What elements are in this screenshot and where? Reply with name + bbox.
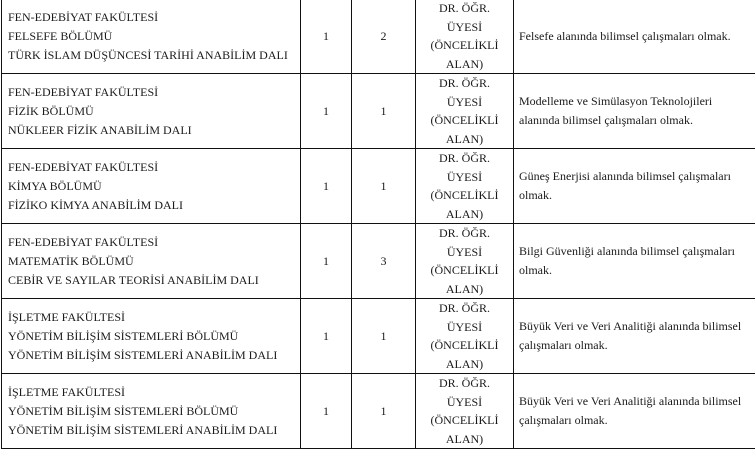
requirement-cell	[514, 299, 755, 374]
unit-cell	[2, 0, 301, 74]
requirement-cell	[514, 74, 755, 149]
title-cell	[416, 374, 514, 449]
department-name: KİMYA BÖLÜMÜ	[8, 178, 102, 193]
count-b-cell: 1	[352, 374, 416, 449]
unit-cell	[2, 224, 301, 299]
title-line: DR. ÖĞR.	[438, 301, 490, 315]
table-row	[2, 74, 755, 149]
count-b-cell: 3	[352, 224, 416, 299]
title-line: (ÖNCELİKLİ	[430, 263, 499, 277]
count-a-cell: 1	[301, 0, 352, 74]
faculty-name: İŞLETME FAKÜLTESİ	[8, 384, 125, 399]
positions-table	[1, 0, 755, 449]
faculty-name: FEN-EDEBİYAT FAKÜLTESİ	[8, 159, 159, 174]
title-line: (ÖNCELİKLİ	[430, 188, 499, 202]
division-name: CEBİR VE SAYILAR TEORİSİ ANABİLİM DALI	[8, 272, 259, 287]
count-a-cell: 1	[301, 299, 352, 374]
unit-cell	[2, 74, 301, 149]
department-name: YÖNETİM BİLİŞİM SİSTEMLERİ BÖLÜMÜ	[8, 328, 239, 343]
requirement-cell	[514, 374, 755, 449]
division-name: YÖNETİM BİLİŞİM SİSTEMLERİ ANABİLİM DALI	[8, 347, 278, 362]
title-line: ÜYESİ	[446, 394, 483, 409]
requirement-text: Büyük Veri ve Veri Analitiği alanında bilimsel çalışmaları olmak.	[519, 394, 742, 427]
title-line: DR. ÖĞR.	[438, 226, 490, 240]
division-name: TÜRK İSLAM DÜŞÜNCESİ TARİHİ ANABİLİM DALI	[8, 47, 288, 62]
division-name: FİZİKO KİMYA ANABİLİM DALI	[8, 197, 183, 212]
count-a-cell: 1	[301, 374, 352, 449]
title-line: ALAN)	[445, 206, 484, 221]
unit-cell	[2, 374, 301, 449]
title-line: ALAN)	[445, 56, 484, 71]
table-row	[2, 149, 755, 224]
table-row	[2, 374, 755, 449]
faculty-name: FEN-EDEBİYAT FAKÜLTESİ	[8, 9, 159, 24]
title-line: ÜYESİ	[446, 94, 483, 109]
faculty-name: İŞLETME FAKÜLTESİ	[8, 309, 125, 324]
table-row	[2, 0, 755, 74]
requirement-text: Modelleme ve Simülasyon Teknolojileri alanında bilimsel çalışmaları olmak.	[519, 94, 713, 127]
title-cell	[416, 299, 514, 374]
department-name: YÖNETİM BİLİŞİM SİSTEMLERİ BÖLÜMÜ	[8, 403, 239, 418]
requirement-cell	[514, 149, 755, 224]
title-line: (ÖNCELİKLİ	[430, 413, 499, 427]
title-line: ÜYESİ	[446, 19, 483, 34]
requirement-text: Güneş Enerjisi alanında bilimsel çalışmaları olmak.	[519, 169, 731, 202]
requirement-text: Bilgi Güvenliği alanında bilimsel çalışmaları olmak.	[519, 244, 735, 277]
count-b-cell: 2	[352, 0, 416, 74]
title-line: (ÖNCELİKLİ	[430, 113, 499, 127]
requirement-cell	[514, 0, 755, 74]
faculty-name: FEN-EDEBİYAT FAKÜLTESİ	[8, 234, 159, 249]
department-name: FELSEFE BÖLÜMÜ	[8, 28, 113, 43]
title-line: ÜYESİ	[446, 319, 483, 334]
department-name: FİZİK BÖLÜMÜ	[8, 103, 94, 118]
department-name: MATEMATİK BÖLÜMÜ	[8, 253, 134, 268]
title-cell	[416, 74, 514, 149]
count-b-cell: 1	[352, 149, 416, 224]
title-line: DR. ÖĞR.	[438, 376, 490, 390]
requirement-text: Büyük Veri ve Veri Analitiği alanında bilimsel çalışmaları olmak.	[519, 319, 742, 352]
unit-cell	[2, 149, 301, 224]
division-name: YÖNETİM BİLİŞİM SİSTEMLERİ ANABİLİM DALI	[8, 422, 278, 437]
table-row	[2, 299, 755, 374]
title-line: DR. ÖĞR.	[438, 1, 490, 15]
requirement-cell	[514, 224, 755, 299]
count-a-cell: 1	[301, 224, 352, 299]
unit-cell	[2, 299, 301, 374]
title-line: (ÖNCELİKLİ	[430, 338, 499, 352]
division-name: NÜKLEER FİZİK ANABİLİM DALI	[8, 122, 192, 137]
title-line: ÜYESİ	[446, 244, 483, 259]
count-a-cell: 1	[301, 74, 352, 149]
title-line: (ÖNCELİKLİ	[430, 38, 499, 52]
title-line: DR. ÖĞR.	[438, 151, 490, 165]
title-line: ALAN)	[445, 131, 484, 146]
title-line: ALAN)	[445, 356, 484, 371]
title-line: DR. ÖĞR.	[438, 76, 490, 90]
title-line: ALAN)	[445, 281, 484, 296]
title-cell	[416, 0, 514, 74]
count-b-cell: 1	[352, 299, 416, 374]
faculty-name: FEN-EDEBİYAT FAKÜLTESİ	[8, 84, 159, 99]
requirement-text: Felsefe alanında bilimsel çalışmaları olmak.	[519, 28, 731, 43]
title-line: ALAN)	[445, 431, 484, 446]
count-b-cell: 1	[352, 74, 416, 149]
table-row	[2, 224, 755, 299]
title-line: ÜYESİ	[446, 169, 483, 184]
count-a-cell: 1	[301, 149, 352, 224]
title-cell	[416, 224, 514, 299]
title-cell	[416, 149, 514, 224]
